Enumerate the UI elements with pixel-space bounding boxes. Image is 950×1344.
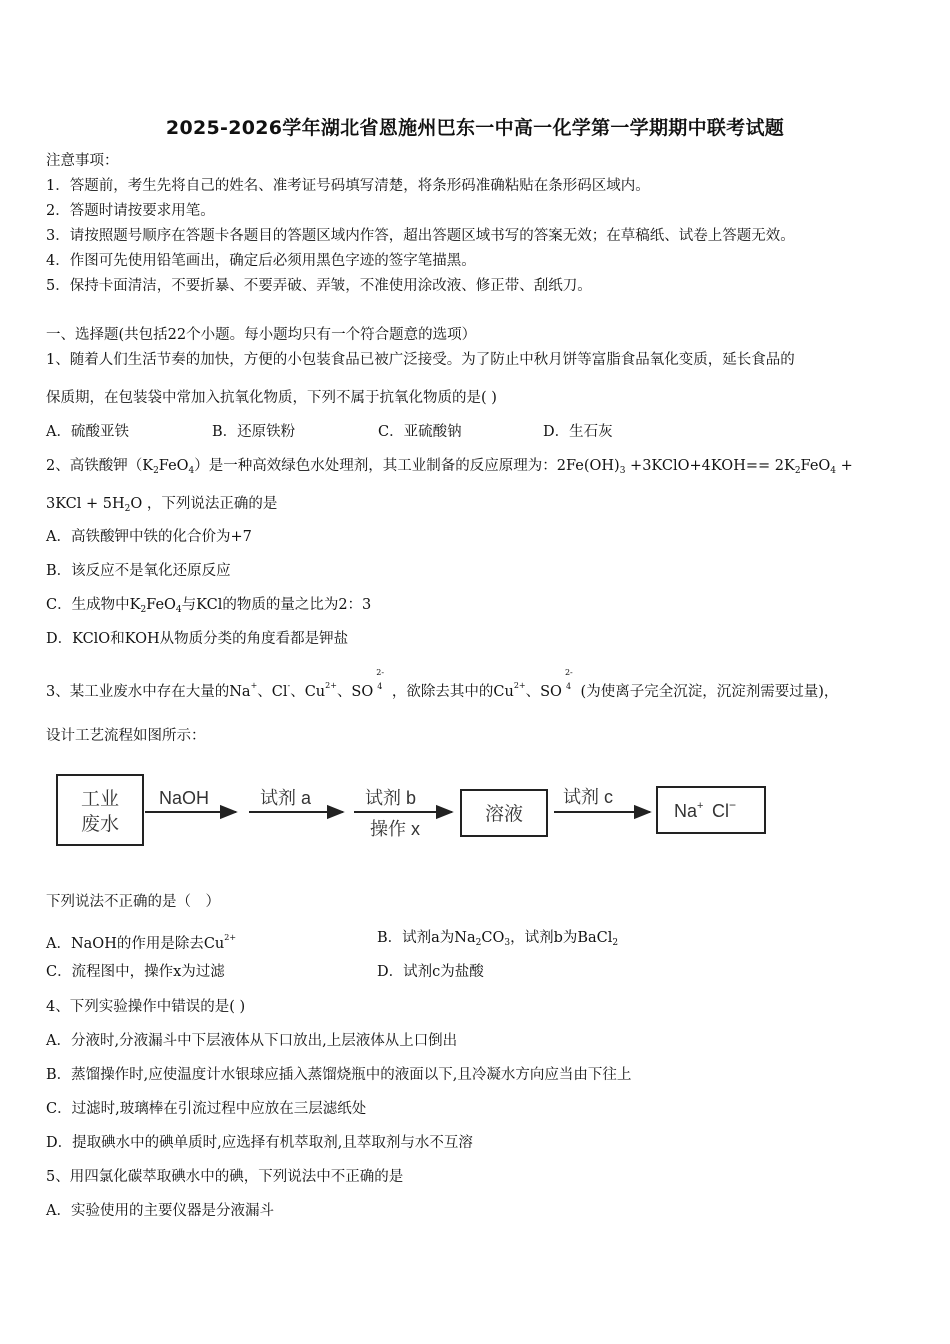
reagent-b-label: 试剂 b (365, 788, 417, 808)
q3-option-b: B．试剂a为$Na_2CO_3$，试剂b为BaCl$_2$ (377, 930, 619, 948)
q1-option-b: B．还原铁粉 (212, 424, 296, 440)
q3-stem-line2: 设计工艺流程如图所示： (46, 728, 206, 744)
wastewater-label-2: 废水 (80, 814, 120, 835)
solution-label: 溶液 (484, 804, 524, 825)
q4-stem: 4、下列实验操作中错误的是( ) (46, 999, 246, 1015)
q3-ask: 下列说法不正确的是（ ） (46, 894, 220, 910)
naoh-label: NaOH (159, 788, 210, 808)
notice-item: 3．请按照题号顺序在答题卡各题目的答题区域内作答，超出答题区域书写的答案无效；在草稿纸、试卷上答题无效。 (46, 228, 795, 244)
reagent-a-label: 试剂 a (260, 788, 312, 808)
q3-option-a: A．NaOH的作用是除去$Cu^{2+}$ (46, 933, 237, 952)
q2-option-c: C．生成物中$K_2FeO_4$与KCl的物质的量之比为2：3 (46, 597, 372, 615)
q5-stem: 5、用四氯化碳萃取碘水中的碘，下列说法中不正确的是 (46, 1169, 404, 1185)
q2-option-b: B．该反应不是氧化还原反应 (46, 563, 231, 579)
notice-item: 1．答题前，考生先将自己的姓名、准考证号码填写清楚，将条形码准确粘贴在条形码区域内。 (46, 178, 650, 194)
q3-option-d: D．试剂c为盐酸 (377, 964, 484, 980)
q4-option-d: D．提取碘水中的碘单质时,应选择有机萃取剂,且萃取剂与水不互溶 (46, 1135, 473, 1151)
q1-stem-line2: 保质期，在包装袋中常加入抗氧化物质，下列不属于抗氧化物质的是( ) (46, 390, 497, 406)
q2-option-d: D．KClO和KOH从物质分类的角度看都是钾盐 (46, 631, 349, 647)
q1-stem-line1: 1、随着人们生活节奏的加快，方便的小包装食品已被广泛接受。为了防止中秋月饼等富脂食品氧化变质，延长食品的 (46, 352, 795, 368)
notice-item: 5．保持卡面清洁，不要折暴、不要弄破、弄皱，不准使用涂改液、修正带、刮纸刀。 (46, 278, 592, 294)
q5-option-a: A．实验使用的主要仪器是分液漏斗 (46, 1203, 274, 1219)
reagent-c-label: 试剂 c (563, 787, 614, 807)
operation-x-label: 操作 x (370, 819, 421, 839)
page-title: 2025-2026学年湖北省恩施州巴东一中高一化学第一学期期中联考试题 (165, 117, 785, 139)
notice-item: 2．答题时请按要求用笔。 (46, 203, 215, 219)
notice-item: 4．作图可先使用铅笔画出，确定后必须用黑色字迹的签字笔描黑。 (46, 253, 476, 269)
q3-option-c: C．流程图中，操作x为过滤 (46, 964, 225, 980)
q2-option-a: A．高铁酸钾中铁的化合价为+7 (46, 529, 252, 545)
cl-ion-label: Cl− (712, 798, 737, 821)
q3-stem-line1: 3、某工业废水中存在大量的Na+、Cl-、$Cu^{2+}$、SO 2- 4 ，欲除去其中的$Cu^{2+}$、SO 2- 4 (为使离子完全沉淀，沉淀剂需要过量)， (46, 668, 839, 700)
q2-stem-line1: 2、高铁酸钾$(K_2FeO_4)$是一种高效绿色水处理剂，其工业制备的反应原理为：$2Fe(OH)_3$ +3KClO+4KOH== $2K_2FeO_4$ + (46, 458, 853, 476)
q1-option-d: D．生石灰 (543, 424, 613, 440)
q4-option-c: C．过滤时,玻璃棒在引流过程中应放在三层滤纸处 (46, 1101, 367, 1117)
na-ion-label: Na+ (674, 800, 704, 821)
wastewater-label-1: 工业 (80, 789, 120, 810)
q4-option-a: A．分液时,分液漏斗中下层液体从下口放出,上层液体从上口倒出 (46, 1033, 458, 1049)
section-heading: 一、选择题(共包括22个小题。每小题均只有一个符合题意的选项） (46, 327, 477, 343)
process-flow-diagram (56, 772, 770, 852)
notice-heading: 注意事项： (46, 153, 119, 169)
q1-option-c: C．亚硫酸钠 (378, 424, 462, 440)
q4-option-b: B．蒸馏操作时,应使温度计水银球应插入蒸馏烧瓶中的液面以下,且冷凝水方向应当由下往上 (46, 1067, 632, 1083)
q2-stem-line2: $3KCl + 5H_2O$ ，下列说法正确的是 (46, 496, 278, 514)
q1-option-a: A．硫酸亚铁 (46, 424, 129, 440)
